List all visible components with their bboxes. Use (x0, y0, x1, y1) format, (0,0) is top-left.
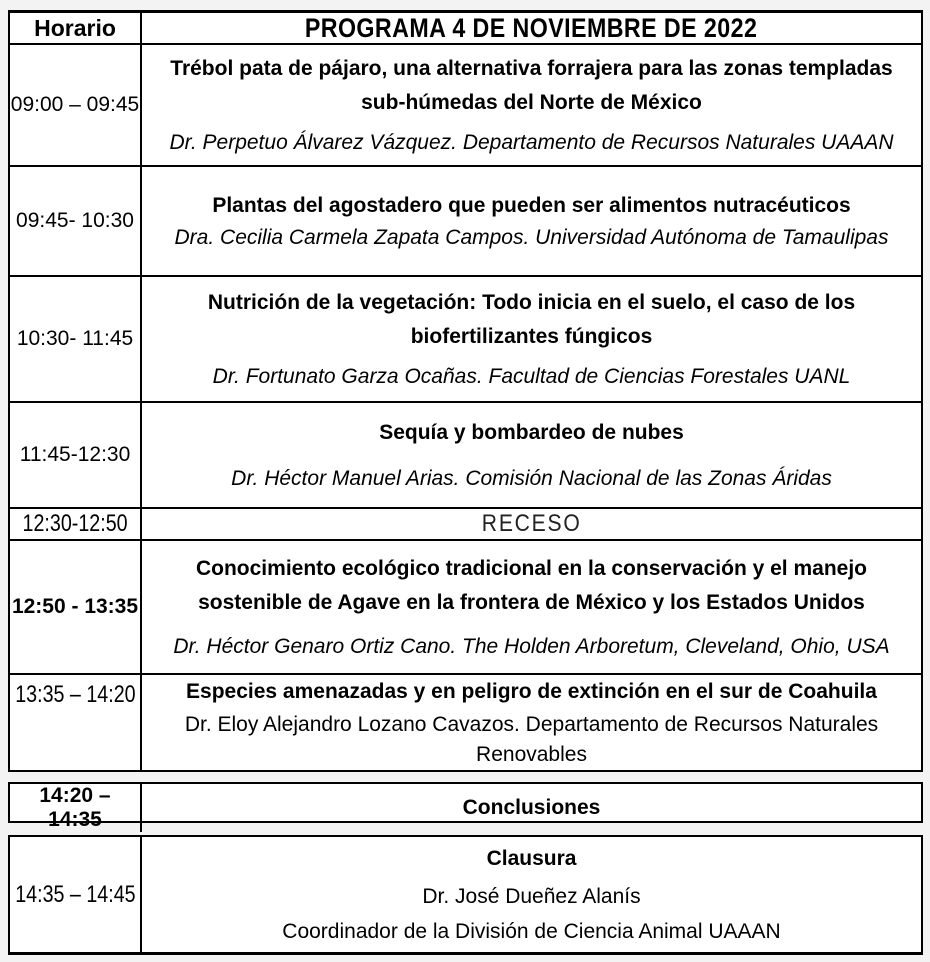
session-row (10, 541, 921, 675)
header-title-cell (142, 13, 921, 43)
session-content (142, 167, 921, 275)
session-time-label: 10:30- 11:45 (16, 327, 134, 350)
session-speaker: Dra. Cecilia Carmela Zapata Campos. Universidad Autónoma de Tamaulipas (174, 226, 889, 249)
session-time (10, 784, 142, 832)
session-row (10, 403, 921, 509)
session-speaker: Dr. Perpetuo Álvarez Vázquez. Departamento de Recursos Naturales UAAAN (169, 130, 894, 154)
session-time-label: 09:00 – 09:45 (10, 93, 140, 116)
session-speaker: Dr. Héctor Manuel Arias. Comisión Nacional de las Zonas Áridas (231, 466, 832, 490)
session-speaker: Dr. José Dueñez Alanís (422, 884, 641, 908)
session-content (142, 45, 921, 165)
session-content (142, 675, 921, 770)
session-time-label: 12:50 - 13:35 (11, 595, 139, 618)
session-row (10, 167, 921, 277)
session-row (10, 784, 921, 832)
session-row (10, 837, 921, 952)
session-content (142, 277, 921, 401)
header-time-label: Horario (34, 14, 116, 41)
session-title: Conocimiento ecológico tradicional en la conservación y el manejo sostenible de Agave en la frontera de México y los Estados Unidos (195, 557, 867, 615)
session-speaker-role: Coordinador de la División de Ciencia Animal UAAAN (282, 919, 781, 943)
break-row (10, 509, 921, 541)
header-time-col (10, 13, 142, 43)
session-speaker: Dr. Fortunato Garza Ocañas. Facultad de Ciencias Forestales UANL (212, 365, 851, 389)
session-title: Plantas del agostadero que pueden ser alimentos nutracéuticos (212, 194, 851, 217)
session-time-label: 14:35 – 14:45 (14, 880, 136, 908)
session-time (10, 541, 142, 673)
session-row (10, 45, 921, 167)
break-content (142, 509, 921, 539)
conclusions-block (8, 782, 923, 831)
break-time-label: 12:30-12:50 (22, 510, 128, 537)
program-title: PROGRAMA 4 DE NOVIEMBRE DE 2022 (305, 12, 758, 43)
break-label: RECESO (481, 510, 582, 537)
session-time (10, 837, 142, 952)
session-time (10, 277, 142, 401)
program-table-main (8, 10, 923, 772)
session-title: Nutrición de la vegetación: Todo inicia en el suelo, el caso de los biofertilizantes fúngicos (207, 290, 856, 348)
session-time-label: 13:35 – 14:20 (14, 681, 136, 708)
session-time (10, 675, 142, 770)
session-time (10, 403, 142, 507)
closing-block (8, 835, 923, 955)
break-time (10, 509, 142, 539)
session-speaker: Dr. Héctor Genaro Ortiz Cano. The Holden Arboretum, Cleveland, Ohio, USA (173, 634, 890, 658)
session-content (142, 837, 921, 952)
session-title: Especies amenazadas y en peligro de extinción en el sur de Coahuila (186, 680, 877, 704)
session-content (142, 541, 921, 673)
session-time-label: 11:45-12:30 (19, 443, 131, 466)
session-content (142, 403, 921, 507)
session-row (10, 277, 921, 403)
session-row (10, 675, 921, 770)
header-row (10, 13, 921, 45)
session-time (10, 167, 142, 275)
session-time-label: 14:20 – 14:35 (39, 784, 111, 831)
session-title: Trébol pata de pájaro, una alternativa forrajera para las zonas templadas sub-húmedas del Norte de México (170, 57, 893, 115)
session-time (10, 45, 142, 165)
session-time-label: 09:45- 10:30 (16, 209, 134, 232)
session-title: Sequía y bombardeo de nubes (379, 421, 684, 445)
session-title: Conclusiones (462, 796, 601, 819)
session-title: Clausura (486, 847, 577, 871)
session-speaker: Dr. Eloy Alejandro Lozano Cavazos. Departamento de Recursos Naturales Renovables (184, 712, 879, 766)
session-content (142, 784, 921, 832)
